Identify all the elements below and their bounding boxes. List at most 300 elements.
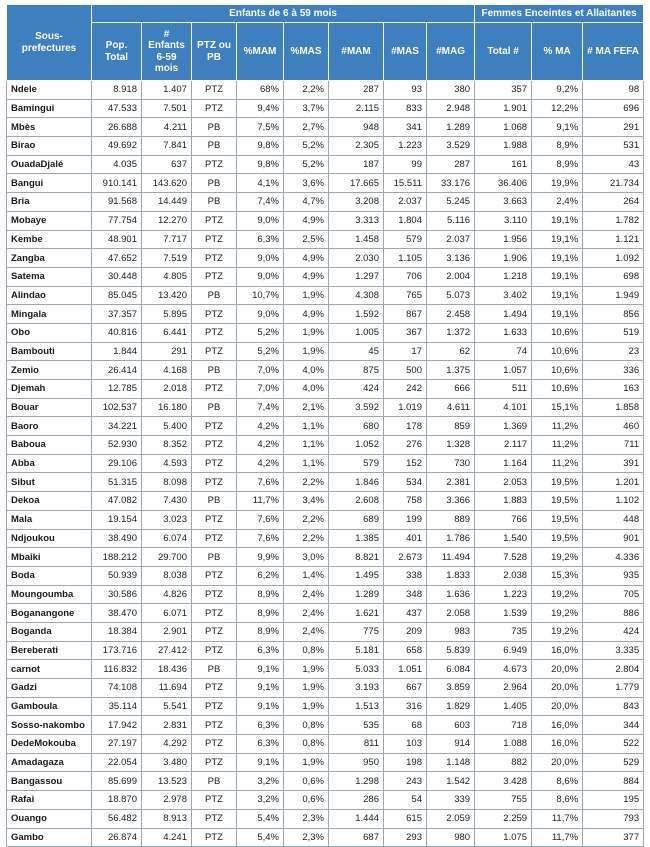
ma-fefa-cell: 519 (583, 323, 644, 342)
pct-ma-cell: 19,1% (532, 211, 583, 230)
num-mam-cell: 17.665 (329, 174, 384, 193)
num-mas-cell: 706 (384, 267, 427, 286)
header-ma-fefa: # MA FEFA (583, 23, 644, 81)
num-mas-cell: 93 (384, 81, 427, 100)
enfants-cell: 13.420 (142, 286, 192, 305)
ma-fefa-cell: 43 (583, 155, 644, 174)
sous-prefecture-name: DedeMokouba (7, 735, 92, 754)
table-row (7, 529, 644, 548)
pop-total-cell: 29.106 (92, 454, 142, 473)
ma-fefa-cell: 291 (583, 118, 644, 137)
sous-prefecture-name: Ndele (7, 81, 92, 100)
num-mas-cell: 178 (384, 417, 427, 436)
enfants-cell: 4.211 (142, 118, 192, 137)
enfants-cell: 12.270 (142, 211, 192, 230)
num-mam-cell: 1.513 (329, 697, 384, 716)
pct-mas-cell: 1,1% (284, 417, 329, 436)
enfants-cell: 291 (142, 342, 192, 361)
num-mam-cell: 950 (329, 753, 384, 772)
num-mag-cell: 914 (427, 735, 475, 754)
pop-total-cell: 26.874 (92, 828, 142, 847)
pct-mas-cell: 2,4% (284, 585, 329, 604)
pop-total-cell: 77.754 (92, 211, 142, 230)
pop-total-cell: 38.470 (92, 604, 142, 623)
enfants-cell: 7.717 (142, 230, 192, 249)
pct-mas-cell: 1,9% (284, 342, 329, 361)
num-mag-cell: 2.058 (427, 604, 475, 623)
ma-fefa-cell: 163 (583, 380, 644, 399)
num-mam-cell: 775 (329, 622, 384, 641)
ma-fefa-cell: 195 (583, 791, 644, 810)
enfants-cell: 4.168 (142, 361, 192, 380)
pct-mas-cell: 0,8% (284, 716, 329, 735)
pct-mas-cell: 2,2% (284, 529, 329, 548)
ma-fefa-cell: 1.201 (583, 473, 644, 492)
pct-mas-cell: 3,7% (284, 99, 329, 118)
pct-ma-cell: 8,9% (532, 155, 583, 174)
pct-ma-cell: 16,0% (532, 716, 583, 735)
enfants-cell: 6.074 (142, 529, 192, 548)
header-total: Total # (475, 23, 532, 81)
pop-total-cell: 18.870 (92, 791, 142, 810)
total-cell: 1.223 (475, 585, 532, 604)
num-mam-cell: 287 (329, 81, 384, 100)
enfants-cell: 2.901 (142, 622, 192, 641)
pct-mam-cell: 8,9% (237, 585, 284, 604)
table-row (7, 735, 644, 754)
header-pct-mas: %MAS (284, 23, 329, 81)
ptz-pb-cell: PTZ (192, 267, 237, 286)
pct-mam-cell: 7,6% (237, 529, 284, 548)
header-sous-prefectures: Sous- prefectures (7, 5, 92, 81)
pct-mam-cell: 10,7% (237, 286, 284, 305)
enfants-cell: 8.913 (142, 809, 192, 828)
num-mam-cell: 1.592 (329, 305, 384, 324)
enfants-cell: 8.352 (142, 436, 192, 455)
total-cell: 6.949 (475, 641, 532, 660)
total-cell: 766 (475, 510, 532, 529)
ptz-pb-cell: PTZ (192, 510, 237, 529)
num-mas-cell: 765 (384, 286, 427, 305)
header-pct-mam: %MAM (237, 23, 284, 81)
pct-ma-cell: 8,6% (532, 772, 583, 791)
total-cell: 718 (475, 716, 532, 735)
header-group-children: Enfants de 6 à 59 mois (92, 5, 475, 23)
pct-ma-cell: 8,9% (532, 137, 583, 156)
enfants-cell: 3.480 (142, 753, 192, 772)
num-mas-cell: 1.051 (384, 660, 427, 679)
pct-mam-cell: 4,2% (237, 436, 284, 455)
pct-ma-cell: 10,6% (532, 323, 583, 342)
num-mas-cell: 242 (384, 380, 427, 399)
num-mam-cell: 3.313 (329, 211, 384, 230)
ptz-pb-cell: PB (192, 492, 237, 511)
num-mas-cell: 348 (384, 585, 427, 604)
ptz-pb-cell: PTZ (192, 753, 237, 772)
pct-ma-cell: 16,0% (532, 641, 583, 660)
pop-total-cell: 49.692 (92, 137, 142, 156)
ma-fefa-cell: 377 (583, 828, 644, 847)
table-row (7, 697, 644, 716)
pct-ma-cell: 19,2% (532, 622, 583, 641)
table-row (7, 548, 644, 567)
pop-total-cell: 38.490 (92, 529, 142, 548)
num-mam-cell: 45 (329, 342, 384, 361)
ma-fefa-cell: 698 (583, 267, 644, 286)
num-mag-cell: 287 (427, 155, 475, 174)
pop-total-cell: 188.212 (92, 548, 142, 567)
ma-fefa-cell: 901 (583, 529, 644, 548)
pct-ma-cell: 19,5% (532, 529, 583, 548)
sous-prefecture-name: Mbès (7, 118, 92, 137)
total-cell: 2.053 (475, 473, 532, 492)
num-mas-cell: 867 (384, 305, 427, 324)
sous-prefecture-name: Ndjoukou (7, 529, 92, 548)
pop-total-cell: 18.384 (92, 622, 142, 641)
table-row (7, 398, 644, 417)
enfants-cell: 8.038 (142, 566, 192, 585)
pop-total-cell: 35.114 (92, 697, 142, 716)
pct-mam-cell: 68% (237, 81, 284, 100)
pop-total-cell: 85.699 (92, 772, 142, 791)
num-mam-cell: 3.208 (329, 193, 384, 212)
sous-prefecture-name: Mbaiki (7, 548, 92, 567)
table-row (7, 380, 644, 399)
num-mam-cell: 579 (329, 454, 384, 473)
sous-prefecture-name: Moungoumba (7, 585, 92, 604)
total-cell: 357 (475, 81, 532, 100)
table-row (7, 828, 644, 847)
sous-prefecture-name: Bouar (7, 398, 92, 417)
num-mag-cell: 11.494 (427, 548, 475, 567)
ma-fefa-cell: 424 (583, 622, 644, 641)
ma-fefa-cell: 1.858 (583, 398, 644, 417)
pct-mam-cell: 6,3% (237, 641, 284, 660)
pct-mam-cell: 9,1% (237, 679, 284, 698)
num-mam-cell: 2.115 (329, 99, 384, 118)
ptz-pb-cell: PB (192, 361, 237, 380)
num-mag-cell: 2.059 (427, 809, 475, 828)
enfants-cell: 6.441 (142, 323, 192, 342)
ma-fefa-cell: 391 (583, 454, 644, 473)
table-row (7, 286, 644, 305)
table-row (7, 230, 644, 249)
ptz-pb-cell: PTZ (192, 809, 237, 828)
pct-ma-cell: 19,2% (532, 548, 583, 567)
pct-mam-cell: 6,3% (237, 716, 284, 735)
pct-mam-cell: 8,9% (237, 622, 284, 641)
num-mag-cell: 3.529 (427, 137, 475, 156)
sous-prefecture-name: Baboua (7, 436, 92, 455)
sous-prefecture-name: Alindao (7, 286, 92, 305)
num-mam-cell: 687 (329, 828, 384, 847)
ma-fefa-cell: 1.102 (583, 492, 644, 511)
num-mag-cell: 3.859 (427, 679, 475, 698)
num-mam-cell: 948 (329, 118, 384, 137)
num-mas-cell: 103 (384, 735, 427, 754)
pct-mas-cell: 0,8% (284, 641, 329, 660)
header-num-mam: #MAM (329, 23, 384, 81)
sous-prefecture-name: Kembe (7, 230, 92, 249)
ptz-pb-cell: PB (192, 286, 237, 305)
num-mas-cell: 534 (384, 473, 427, 492)
pct-ma-cell: 11,7% (532, 828, 583, 847)
num-mas-cell: 615 (384, 809, 427, 828)
table-row (7, 791, 644, 810)
ma-fefa-cell: 1.092 (583, 249, 644, 268)
enfants-cell: 3.023 (142, 510, 192, 529)
pct-ma-cell: 10,6% (532, 380, 583, 399)
enfants-cell: 4.292 (142, 735, 192, 754)
sous-prefecture-name: carnot (7, 660, 92, 679)
pct-ma-cell: 11,2% (532, 436, 583, 455)
table-row (7, 211, 644, 230)
sous-prefecture-name: Zemio (7, 361, 92, 380)
sous-prefecture-name: Zangba (7, 249, 92, 268)
num-mag-cell: 730 (427, 454, 475, 473)
pct-ma-cell: 20,0% (532, 697, 583, 716)
ptz-pb-cell: PTZ (192, 99, 237, 118)
pct-mam-cell: 5,2% (237, 323, 284, 342)
pct-ma-cell: 19,1% (532, 267, 583, 286)
pct-mas-cell: 2,2% (284, 510, 329, 529)
table-row (7, 604, 644, 623)
pct-mas-cell: 4,0% (284, 361, 329, 380)
num-mag-cell: 1.148 (427, 753, 475, 772)
pct-ma-cell: 19,1% (532, 230, 583, 249)
num-mam-cell: 535 (329, 716, 384, 735)
pct-mam-cell: 8,9% (237, 604, 284, 623)
ma-fefa-cell: 1.782 (583, 211, 644, 230)
pop-total-cell: 8.918 (92, 81, 142, 100)
pop-total-cell: 4.035 (92, 155, 142, 174)
pop-total-cell: 74.108 (92, 679, 142, 698)
sous-prefecture-name: Gamboula (7, 697, 92, 716)
pct-mas-cell: 0,8% (284, 735, 329, 754)
pop-total-cell: 102.537 (92, 398, 142, 417)
pct-ma-cell: 19,2% (532, 604, 583, 623)
ptz-pb-cell: PTZ (192, 473, 237, 492)
pct-ma-cell: 19,1% (532, 305, 583, 324)
pct-mas-cell: 3,0% (284, 548, 329, 567)
total-cell: 1.540 (475, 529, 532, 548)
enfants-cell: 4.805 (142, 267, 192, 286)
pct-ma-cell: 12,2% (532, 99, 583, 118)
ptz-pb-cell: PTZ (192, 566, 237, 585)
pct-mas-cell: 1,1% (284, 454, 329, 473)
num-mag-cell: 2.948 (427, 99, 475, 118)
num-mam-cell: 3.193 (329, 679, 384, 698)
pct-mam-cell: 6,3% (237, 735, 284, 754)
num-mas-cell: 1.019 (384, 398, 427, 417)
total-cell: 7.528 (475, 548, 532, 567)
num-mag-cell: 3.136 (427, 249, 475, 268)
sous-prefecture-name: Mingala (7, 305, 92, 324)
enfants-cell: 143.620 (142, 174, 192, 193)
pct-mam-cell: 9,9% (237, 548, 284, 567)
pct-mas-cell: 3,4% (284, 492, 329, 511)
ptz-pb-cell: PTZ (192, 828, 237, 847)
pop-total-cell: 47.652 (92, 249, 142, 268)
total-cell: 511 (475, 380, 532, 399)
table-row (7, 753, 644, 772)
enfants-cell: 18.436 (142, 660, 192, 679)
ptz-pb-cell: PTZ (192, 380, 237, 399)
pop-total-cell: 50.939 (92, 566, 142, 585)
ptz-pb-cell: PTZ (192, 81, 237, 100)
ma-fefa-cell: 884 (583, 772, 644, 791)
table-row (7, 174, 644, 193)
pct-ma-cell: 11,2% (532, 454, 583, 473)
ptz-pb-cell: PB (192, 548, 237, 567)
ma-fefa-cell: 793 (583, 809, 644, 828)
total-cell: 3.402 (475, 286, 532, 305)
num-mas-cell: 152 (384, 454, 427, 473)
num-mag-cell: 339 (427, 791, 475, 810)
total-cell: 1.068 (475, 118, 532, 137)
pct-ma-cell: 20,0% (532, 660, 583, 679)
pct-mas-cell: 1,9% (284, 679, 329, 698)
pct-ma-cell: 19,1% (532, 286, 583, 305)
pct-mas-cell: 1,4% (284, 566, 329, 585)
ptz-pb-cell: PTZ (192, 305, 237, 324)
pct-ma-cell: 19,1% (532, 249, 583, 268)
ptz-pb-cell: PTZ (192, 230, 237, 249)
pct-mam-cell: 5,4% (237, 828, 284, 847)
pct-mas-cell: 4,9% (284, 267, 329, 286)
enfants-cell: 7.841 (142, 137, 192, 156)
enfants-cell: 4.593 (142, 454, 192, 473)
num-mas-cell: 54 (384, 791, 427, 810)
pct-ma-cell: 8,6% (532, 791, 583, 810)
pct-ma-cell: 20,0% (532, 753, 583, 772)
total-cell: 1.405 (475, 697, 532, 716)
num-mam-cell: 1.444 (329, 809, 384, 828)
num-mas-cell: 341 (384, 118, 427, 137)
total-cell: 36.406 (475, 174, 532, 193)
pct-ma-cell: 9,1% (532, 118, 583, 137)
pct-mam-cell: 7,6% (237, 510, 284, 529)
ma-fefa-cell: 1.121 (583, 230, 644, 249)
total-cell: 1.901 (475, 99, 532, 118)
header-group-row (7, 5, 644, 23)
num-mas-cell: 1.223 (384, 137, 427, 156)
num-mas-cell: 1.105 (384, 249, 427, 268)
pop-total-cell: 30.448 (92, 267, 142, 286)
num-mam-cell: 3.592 (329, 398, 384, 417)
num-mag-cell: 1.328 (427, 436, 475, 455)
total-cell: 74 (475, 342, 532, 361)
num-mas-cell: 1.804 (384, 211, 427, 230)
sous-prefecture-name: Mobaye (7, 211, 92, 230)
ma-fefa-cell: 23 (583, 342, 644, 361)
enfants-cell: 8.098 (142, 473, 192, 492)
ptz-pb-cell: PTZ (192, 641, 237, 660)
ptz-pb-cell: PTZ (192, 342, 237, 361)
ma-fefa-cell: 21.734 (583, 174, 644, 193)
pop-total-cell: 173.716 (92, 641, 142, 660)
pct-mam-cell: 7,5% (237, 118, 284, 137)
pct-ma-cell: 10,6% (532, 342, 583, 361)
total-cell: 2.038 (475, 566, 532, 585)
sous-prefecture-name: Ouango (7, 809, 92, 828)
table-row (7, 566, 644, 585)
num-mam-cell: 1.846 (329, 473, 384, 492)
num-mas-cell: 15.511 (384, 174, 427, 193)
ptz-pb-cell: PB (192, 174, 237, 193)
num-mam-cell: 4.308 (329, 286, 384, 305)
header-enfants: # Enfants 6-59 mois (142, 23, 192, 81)
total-cell: 1.956 (475, 230, 532, 249)
table-body (7, 81, 644, 847)
total-cell: 1.988 (475, 137, 532, 156)
pct-mam-cell: 9,1% (237, 660, 284, 679)
sous-prefecture-name: Djemah (7, 380, 92, 399)
sous-prefecture-name: Bangassou (7, 772, 92, 791)
num-mam-cell: 680 (329, 417, 384, 436)
pop-total-cell: 26.688 (92, 118, 142, 137)
num-mam-cell: 8.821 (329, 548, 384, 567)
pop-total-cell: 40.816 (92, 323, 142, 342)
ma-fefa-cell: 336 (583, 361, 644, 380)
num-mas-cell: 667 (384, 679, 427, 698)
ma-fefa-cell: 1.949 (583, 286, 644, 305)
enfants-cell: 6.071 (142, 604, 192, 623)
num-mas-cell: 658 (384, 641, 427, 660)
pct-mam-cell: 9,0% (237, 249, 284, 268)
ptz-pb-cell: PTZ (192, 585, 237, 604)
sous-prefecture-name: Bangui (7, 174, 92, 193)
num-mam-cell: 2.608 (329, 492, 384, 511)
total-cell: 161 (475, 155, 532, 174)
num-mas-cell: 276 (384, 436, 427, 455)
pop-total-cell: 48.901 (92, 230, 142, 249)
ptz-pb-cell: PTZ (192, 211, 237, 230)
pop-total-cell: 22.054 (92, 753, 142, 772)
header-group-women: Femmes Enceintes et Allaitantes (475, 5, 644, 23)
pct-ma-cell: 19,5% (532, 473, 583, 492)
enfants-cell: 2.978 (142, 791, 192, 810)
pct-mas-cell: 4,9% (284, 305, 329, 324)
ma-fefa-cell: 4.336 (583, 548, 644, 567)
num-mam-cell: 1.495 (329, 566, 384, 585)
pct-mas-cell: 2,1% (284, 398, 329, 417)
header-ptz-pb: PTZ ou PB (192, 23, 237, 81)
num-mas-cell: 199 (384, 510, 427, 529)
pct-mas-cell: 5,2% (284, 137, 329, 156)
pct-mas-cell: 1,9% (284, 286, 329, 305)
num-mam-cell: 1.297 (329, 267, 384, 286)
total-cell: 1.494 (475, 305, 532, 324)
table-row (7, 305, 644, 324)
pct-ma-cell: 15,3% (532, 566, 583, 585)
total-cell: 2.117 (475, 436, 532, 455)
num-mas-cell: 316 (384, 697, 427, 716)
num-mam-cell: 5.033 (329, 660, 384, 679)
table-row (7, 99, 644, 118)
enfants-cell: 5.400 (142, 417, 192, 436)
ma-fefa-cell: 264 (583, 193, 644, 212)
enfants-cell: 7.519 (142, 249, 192, 268)
num-mag-cell: 889 (427, 510, 475, 529)
pop-total-cell: 12.785 (92, 380, 142, 399)
num-mag-cell: 4.611 (427, 398, 475, 417)
num-mam-cell: 689 (329, 510, 384, 529)
pct-ma-cell: 19,9% (532, 174, 583, 193)
pop-total-cell: 910.141 (92, 174, 142, 193)
total-cell: 1.633 (475, 323, 532, 342)
ptz-pb-cell: PTZ (192, 735, 237, 754)
